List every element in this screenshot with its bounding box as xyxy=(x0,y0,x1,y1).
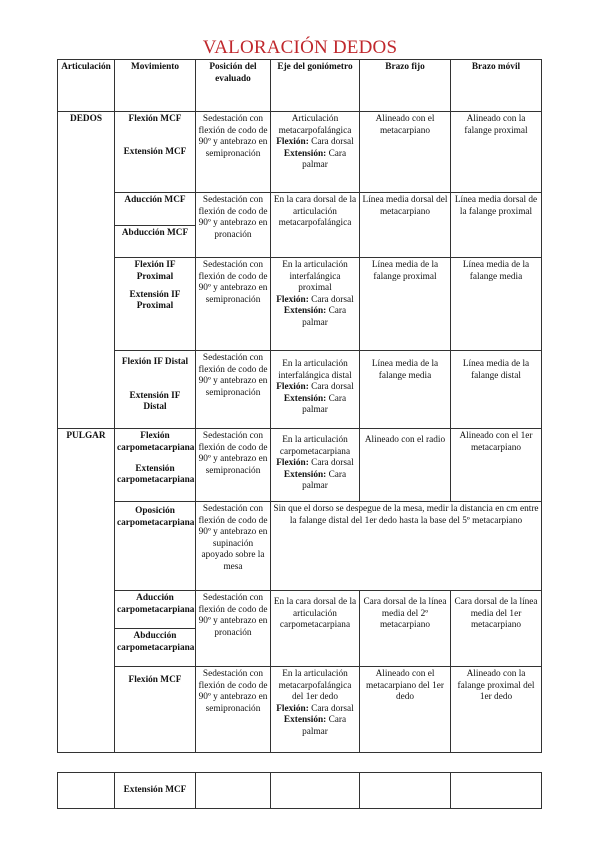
position-cell: Sedestación con flexión de codo de 90º y antebrazo en pronación xyxy=(196,193,271,258)
flexion-label: Flexión: xyxy=(276,137,309,148)
header-brazo-movil: Brazo móvil xyxy=(451,60,542,112)
axis-flexion: Cara dorsal xyxy=(311,382,354,393)
empty-cell xyxy=(58,773,115,809)
flexion-label: Flexión: xyxy=(276,703,309,714)
axis-cell xyxy=(271,667,360,753)
header-articulacion: Articulación xyxy=(58,60,115,112)
movement-cell: Extensión IF Proximal xyxy=(115,288,196,351)
axis-extension: Cara palmar xyxy=(302,393,347,416)
extension-label: Extensión: xyxy=(283,393,327,404)
fixed-arm-cell: Línea media de la falange media xyxy=(360,351,451,429)
empty-cell xyxy=(451,773,542,809)
axis-cell: En la cara dorsal de la articulación metacarpofalángica xyxy=(271,193,360,258)
axis-text: En la articulación interfalángica proximal xyxy=(282,260,348,294)
position-cell: Sedestación con flexión de codo de 90º y antebrazo en semipronación xyxy=(196,351,271,429)
empty-cell xyxy=(360,773,451,809)
movement-cell: Extensión MCF xyxy=(115,145,196,193)
group-pulgar: PULGAR xyxy=(58,429,115,753)
moving-arm-cell: Línea media de la falange media xyxy=(451,258,542,351)
moving-arm-cell: Alineado con la falange proximal xyxy=(451,112,542,193)
extension-label: Extensión: xyxy=(283,715,327,726)
header-row xyxy=(58,60,542,112)
empty-cell xyxy=(271,773,360,809)
axis-cell xyxy=(271,112,360,193)
axis-text: Articulación metacarpofalángica xyxy=(278,114,352,136)
extension-label: Extensión: xyxy=(283,306,327,317)
table-row xyxy=(58,502,542,591)
header-eje: Eje del goniómetro xyxy=(271,60,360,112)
axis-text: En la articulación carpometacarpiana xyxy=(279,435,351,457)
axis-extension: Cara palmar xyxy=(302,306,347,328)
position-cell: Sedestación con flexión de codo de 90º y antebrazo en pronación xyxy=(196,591,271,667)
moving-arm-cell: Cara dorsal de la línea media del 1er metacarpiano xyxy=(451,591,542,667)
movement-cell: Extensión IF Distal xyxy=(115,389,196,429)
moving-arm-cell: Alineado con la falange proximal del 1er dedo xyxy=(451,667,542,753)
movement-cell: Abducción carpometacarpiana xyxy=(115,629,196,667)
movement-cell: Flexión IF Proximal xyxy=(115,258,196,288)
fixed-arm-cell: Alineado con el radio xyxy=(360,429,451,502)
empty-cell xyxy=(196,773,271,809)
axis-flexion: Cara dorsal xyxy=(311,294,354,305)
table-row xyxy=(58,667,542,753)
movement-cell: Flexión MCF xyxy=(115,667,196,753)
axis-flexion: Cara dorsal xyxy=(311,703,354,714)
flexion-label: Flexión: xyxy=(276,294,309,305)
table-row xyxy=(58,591,542,629)
position-cell: Sedestación con flexión de codo de 90º y antebrazo en semipronación xyxy=(196,429,271,502)
axis-extension: Cara palmar xyxy=(302,148,347,171)
table-row xyxy=(58,258,542,288)
axis-cell xyxy=(271,258,360,351)
header-brazo-fijo: Brazo fijo xyxy=(360,60,451,112)
axis-cell: En la cara dorsal de la articulación carpometacarpiana xyxy=(271,591,360,667)
fixed-arm-cell: Línea media dorsal del metacarpiano xyxy=(360,193,451,258)
movement-cell: Flexión carpometacarpiana xyxy=(115,429,196,462)
position-cell: Sedestación con flexión de codo de 90º y antebrazo en semipronación xyxy=(196,112,271,193)
axis-cell xyxy=(271,351,360,429)
fixed-arm-cell: Cara dorsal de la línea media del 2º metacarpiano xyxy=(360,591,451,667)
table-row xyxy=(58,112,542,145)
movement-cell: Flexión IF Distal xyxy=(115,351,196,389)
movement-cell: Oposición carpometacarpiana xyxy=(115,502,196,591)
movement-cell: Flexión MCF xyxy=(115,112,196,145)
movement-cell: Abducción MCF xyxy=(115,226,196,258)
axis-extension: Cara palmar xyxy=(302,469,347,492)
fixed-arm-cell: Alineado con el metacarpiano del 1er dedo xyxy=(360,667,451,753)
moving-arm-cell: Alineado con el 1er metacarpiano xyxy=(451,429,542,502)
axis-extension: Cara palmar xyxy=(302,715,347,737)
extension-label: Extensión: xyxy=(283,469,327,480)
axis-text: En la articulación metacarpofalángica del 1er dedo xyxy=(278,669,352,703)
axis-flexion: Cara dorsal xyxy=(311,137,354,148)
page-title: VALORACIÓN DEDOS xyxy=(202,37,398,58)
assessment-table xyxy=(57,59,542,753)
continuation-table xyxy=(57,772,542,809)
flexion-label: Flexión: xyxy=(276,458,309,469)
table-row xyxy=(58,773,542,809)
table-row xyxy=(58,429,542,462)
axis-cell xyxy=(271,429,360,502)
axis-text: En la articulación interfalángica distal xyxy=(278,359,352,381)
axis-flexion: Cara dorsal xyxy=(311,458,354,469)
table-row xyxy=(58,351,542,389)
moving-arm-cell: Línea media de la falange distal xyxy=(451,351,542,429)
movement-cell: Extensión MCF xyxy=(115,773,196,809)
fixed-arm-cell: Línea media de la falange proximal xyxy=(360,258,451,351)
movement-cell: Aducción carpometacarpiana xyxy=(115,591,196,629)
movement-cell: Aducción MCF xyxy=(115,193,196,226)
moving-arm-cell: Línea media dorsal de la falange proximal xyxy=(451,193,542,258)
position-cell: Sedestación con flexión de codo de 90º y antebrazo en semipronación xyxy=(196,667,271,753)
position-cell: Sedestación con flexión de codo de 90º y antebrazo en supinación apoyado sobre la mesa xyxy=(196,502,271,591)
position-cell: Sedestación con flexión de codo de 90º y antebrazo en semipronación xyxy=(196,258,271,351)
fixed-arm-cell: Alineado con el metacarpiano xyxy=(360,112,451,193)
extension-label: Extensión: xyxy=(283,148,327,159)
group-dedos: DEDOS xyxy=(58,112,115,429)
measurement-note: Sin que el dorso se despegue de la mesa, medir la distancia en cm entre la falange distal del 1er dedo hasta la base del 5º metacarpiano xyxy=(271,502,542,591)
flexion-label: Flexión: xyxy=(276,382,309,393)
movement-cell: Extensión carpometacarpiana xyxy=(115,462,196,502)
table-row xyxy=(58,193,542,226)
header-movimiento: Movimiento xyxy=(115,60,196,112)
header-posicion: Posición del evaluado xyxy=(196,60,271,112)
